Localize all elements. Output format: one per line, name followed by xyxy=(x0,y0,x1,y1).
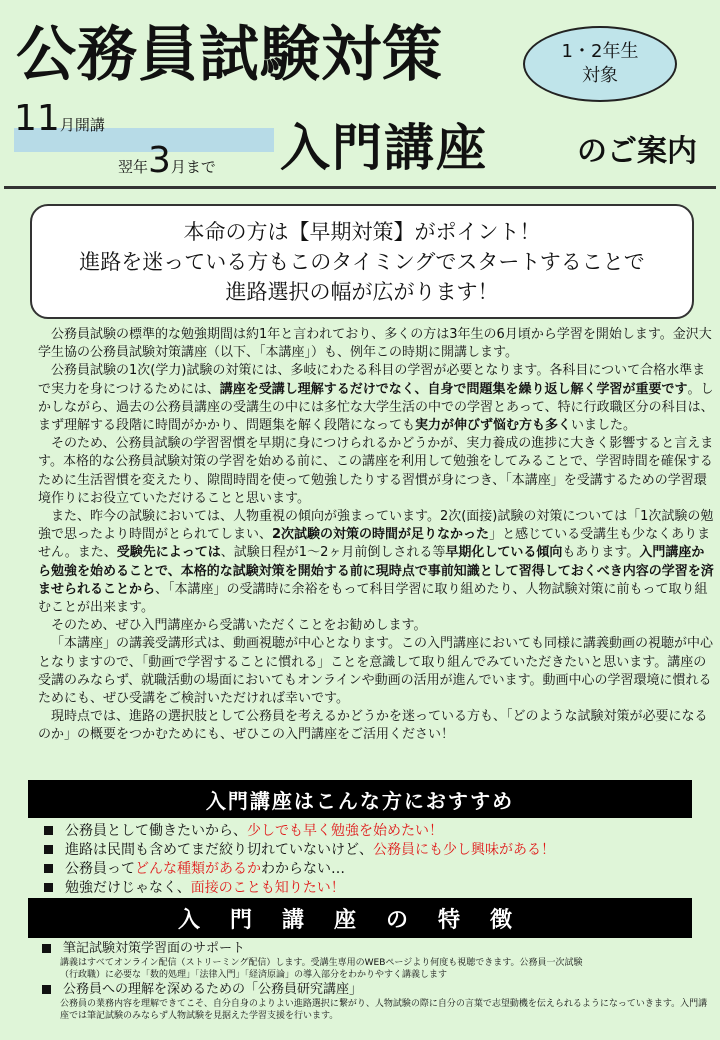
start-month: 11 xyxy=(14,98,60,139)
paragraph-recommend: そのため、ぜひ入門講座から受講いただくことをお勧めします。 xyxy=(51,618,427,634)
recommend-item: 進路は民間も含めてまだ絞り切れていないけど、公務員にも少し興味がある！ xyxy=(40,841,700,860)
recommend-heading: 入門講座はこんな方におすすめ xyxy=(28,780,692,818)
callout-line1: 本命の方は【早期対策】がポイント！ xyxy=(183,219,541,244)
square-bullet-icon xyxy=(42,944,51,953)
course-suffix: のご案内 xyxy=(577,134,697,169)
feature-item xyxy=(38,940,714,981)
feature-desc: （行政職）に必要な「数的処理」「法律入門」「経済原論」の導入部分をわかりやすく講義します xyxy=(60,970,448,980)
feature-desc: 講義はすべてオンライン配信（ストリーミング配信）します。受講生専用のWEBページより何度も視聴できます。公務員一次試験 xyxy=(60,958,583,968)
paragraph-closing: 現時点では、進路の選択肢として公務員を考えるかどうかを迷っている方も、「どのような試験対策が必要になるのか」の概要をつかむためにも、ぜひこの入門講座をご活用ください！ xyxy=(38,709,708,743)
square-bullet-icon xyxy=(44,864,53,873)
intro-body xyxy=(38,326,714,745)
page-title: 公務員試験対策 xyxy=(16,20,443,90)
recommend-item: 公務員ってどんな種類があるかわからない… xyxy=(40,860,700,879)
square-bullet-icon xyxy=(42,985,51,994)
end-suffix: 月まで xyxy=(170,158,216,176)
square-bullet-icon xyxy=(44,826,53,835)
recommend-item: 公務員として働きたいから、少しでも早く勉強を始めたい！ xyxy=(40,822,700,841)
end-month: 3 xyxy=(148,140,171,181)
feature-title: 筆記試験対策学習面のサポート xyxy=(63,941,246,956)
end-date xyxy=(118,140,216,181)
paragraph-study-period: 公務員試験の標準的な勉強期間は約1年と言われており、多くの方は3年生の6月頃から学習を開始します。金沢大学生協の公務員試験対策講座（以下、「本講座」）も、例年この時期に開講します。 xyxy=(38,327,712,361)
target-year-line1: 1・2年生 xyxy=(561,41,639,62)
header-divider xyxy=(4,186,716,189)
target-year-line2: 対象 xyxy=(582,65,618,86)
end-prefix: 翌年 xyxy=(118,158,149,176)
key-point-callout xyxy=(30,204,694,319)
paragraph-study-habit: そのため、公務員試験の学習習慣を早期に身につけられるかどうかが、実力養成の進捗に大きく影響すると言えます。本格的な公務員試験対策の学習を始める前に、この講座を利用して勉強をしてみることで、学習時間を確保するために生活習慣を変えたり、隙間時間を使って勉強したりする習慣が身につき、「本講座」を受講するための学習環境作りにお役立ていただけることと思います。 xyxy=(38,436,714,506)
square-bullet-icon xyxy=(44,883,53,892)
paragraph-first-exam: 公務員試験の1次(学力)試験の対策には、多岐にわたる科目の学習が必要となります。各科目について合格水準まで実力を身につけるためには、講座を受講し理解するだけでなく、自身で問題集を繰り返し解く学習が重要です。しかしながら、過去の公務員講座の受講生の中には多忙な大学生活の中での学習とあって、特に行政職区分の科目は、まず理解する段階に時間がかかり、問題集を解く段階になっても実力が伸びず悩む方も多くいました。 xyxy=(38,363,714,434)
course-name: 入門講座 xyxy=(280,119,488,177)
callout-line2: 進路を迷っている方もこのタイミングでスタートすることで xyxy=(79,249,645,274)
target-year-badge xyxy=(523,26,677,102)
feature-title: 公務員への理解を深めるための「公務員研究講座」 xyxy=(63,982,363,997)
feature-item xyxy=(38,981,714,1022)
recommend-list xyxy=(40,822,700,898)
feature-desc: 公務員の業務内容を理解できてこそ、自分自身のよりよい進路選択に繋がり、人物試験の際に自分の言葉で志望動機を伝えられるようになっていきます。入門講座では筆記試験のみならず人物試験を見据えた学習支援を行います。 xyxy=(60,999,708,1021)
features-heading: 入門講座の特徴 xyxy=(28,898,692,938)
start-date xyxy=(14,98,142,144)
recommend-item: 勉強だけじゃなく、面接のことも知りたい！ xyxy=(40,879,700,898)
paragraph-interview: また、昨今の試験においては、人物重視の傾向が強まっています。2次(面接)試験の対策については「1次試験の勉強で思ったより時間がとられてしまい、2次試験の対策の時間が足りなかった」と感じている受講生も少なくありません。また、受験先によっては、試験日程が1～2ヶ月前倒しされる等早期化している傾向もあります。入門講座から勉強を始めることで、本格的な試験対策を開始する前に現時点で事前知識として習得しておくべき内容の学習を済ませられることから、「本講座」の受講時に余裕をもって科目学習に取り組めたり、人物試験対策に前もって取り組むことが出来ます。 xyxy=(38,509,714,616)
paragraph-video: 「本講座」の講義受講形式は、動画視聴が中心となります。この入門講座においても同様に講義動画の視聴が中心となりますので、「動画で学習することに慣れる」ことを意識して取り組んでみていただきたいと思います。講座の受講のみならず、就職活動の場面においてもオンラインや動画の活用が進んでいます。動画中心の学習環境に慣れるためにも、ぜひ受講をご検討いただければ幸いです。 xyxy=(38,636,713,707)
square-bullet-icon xyxy=(44,845,53,854)
start-suffix: 月開講 xyxy=(59,116,105,134)
features-list xyxy=(38,940,714,1022)
callout-line3: 進路選択の幅が広がります！ xyxy=(225,279,499,304)
